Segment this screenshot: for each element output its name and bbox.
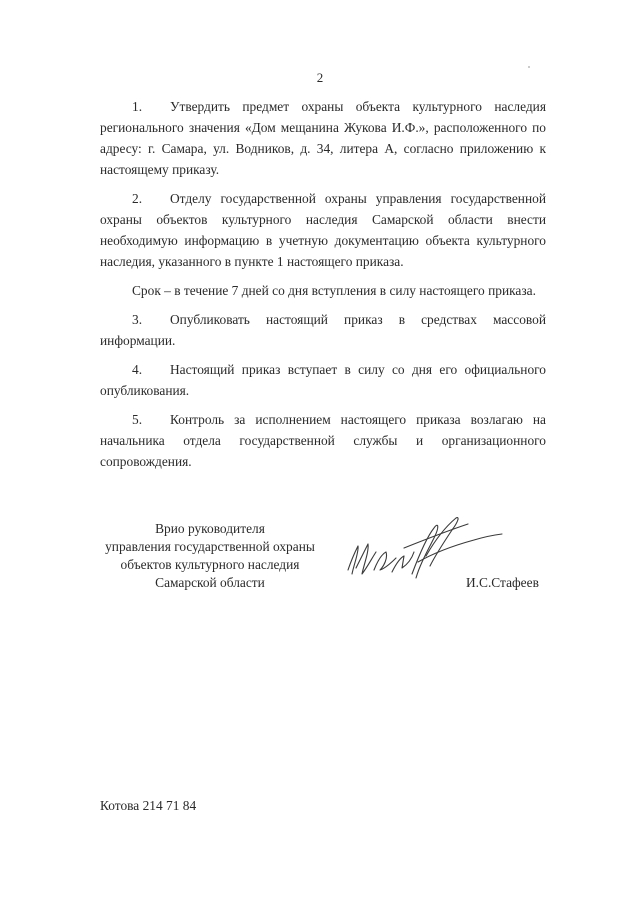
- paragraph-number: 1.: [132, 99, 143, 114]
- signer-title-line: управления государственной охраны: [105, 539, 315, 554]
- signer-name: И.С.Стафеев: [466, 575, 539, 590]
- signer-title-line: Самарской области: [155, 575, 265, 590]
- signer-title: [80, 520, 340, 592]
- signer-title-line: Врио руководителя: [155, 521, 265, 536]
- executor-info: Котова 214 71 84: [100, 798, 197, 813]
- paragraph-number: 3.: [132, 312, 143, 327]
- paragraph-number: 2.: [132, 191, 143, 206]
- signer-title-line: объектов культурного наследия: [120, 557, 300, 572]
- scan-speck: [528, 66, 530, 68]
- paragraph-number: 4.: [132, 362, 143, 377]
- paragraph-1: [100, 96, 546, 180]
- paragraph-text: Отделу государственной охраны управления государственной охраны объектов культурного наследия Самарской области внести необходимую информацию в учетную документацию объекта культурного наследия, указанного в пункте 1 настоящего приказа.: [100, 191, 546, 269]
- paragraph-5: [100, 409, 546, 472]
- page-number: 2: [316, 70, 324, 85]
- document-body: [100, 96, 546, 480]
- paragraph-text: Настоящий приказ вступает в силу со дня его официального опубликования.: [100, 362, 546, 398]
- paragraph-text: Контроль за исполнением настоящего приказа возлагаю на начальника отдела государственной службы и организационного сопровождения.: [100, 412, 546, 469]
- paragraph-deadline: [100, 280, 546, 301]
- paragraph-text: Утвердить предмет охраны объекта культурного наследия регионального значения «Дом мещанина Жукова И.Ф.», расположенного по адресу: г. Самара, ул. Водников, д. 34, литера А, согласно приложению к настоящему приказу.: [100, 99, 546, 177]
- paragraph-2: [100, 188, 546, 272]
- paragraph-3: [100, 309, 546, 351]
- paragraph-text: Срок – в течение 7 дней со дня вступления в силу настоящего приказа.: [132, 283, 536, 298]
- paragraph-text: Опубликовать настоящий приказ в средствах массовой информации.: [100, 312, 546, 348]
- paragraph-4: [100, 359, 546, 401]
- paragraph-number: 5.: [132, 412, 143, 427]
